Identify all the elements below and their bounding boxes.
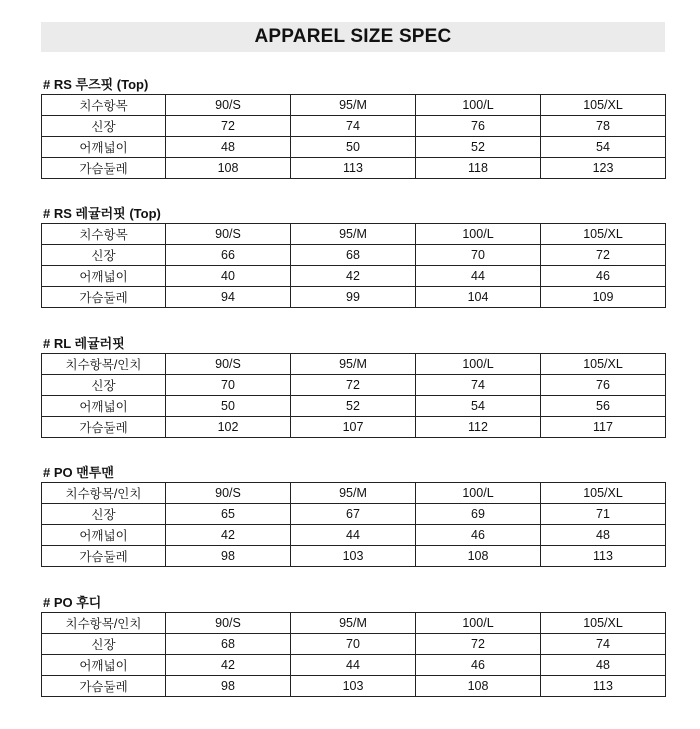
table-cell: 40 bbox=[166, 266, 291, 287]
row-label: 가슴둘레 bbox=[42, 546, 166, 567]
size-section-rs-loose bbox=[41, 76, 665, 179]
table-cell: 72 bbox=[541, 245, 666, 266]
table-cell: 123 bbox=[541, 158, 666, 179]
table-cell: 98 bbox=[166, 546, 291, 567]
table-cell: 68 bbox=[166, 634, 291, 655]
size-table bbox=[41, 223, 666, 308]
table-cell: 112 bbox=[416, 417, 541, 438]
row-label: 가슴둘레 bbox=[42, 287, 166, 308]
table-row bbox=[42, 116, 666, 137]
table-row bbox=[42, 396, 666, 417]
table-cell: 44 bbox=[416, 266, 541, 287]
section-title: # PO 맨투맨 bbox=[43, 465, 114, 480]
table-header-row bbox=[42, 354, 666, 375]
table-cell: 48 bbox=[541, 655, 666, 676]
page-title: APPAREL SIZE SPEC bbox=[254, 26, 452, 47]
table-header-row bbox=[42, 224, 666, 245]
size-section-po-sweatshirt bbox=[41, 464, 665, 567]
size-table bbox=[41, 353, 666, 438]
table-cell: 109 bbox=[541, 287, 666, 308]
table-cell: 74 bbox=[291, 116, 416, 137]
table-cell: 117 bbox=[541, 417, 666, 438]
header-cell: 100/L bbox=[416, 224, 541, 245]
section-title: # PO 후디 bbox=[43, 595, 102, 610]
table-row bbox=[42, 245, 666, 266]
header-cell: 95/M bbox=[291, 483, 416, 504]
table-cell: 71 bbox=[541, 504, 666, 525]
table-cell: 68 bbox=[291, 245, 416, 266]
table-cell: 42 bbox=[166, 655, 291, 676]
header-cell: 치수항목/인치 bbox=[42, 483, 166, 504]
table-cell: 67 bbox=[291, 504, 416, 525]
row-label: 어깨넓이 bbox=[42, 266, 166, 287]
table-row bbox=[42, 266, 666, 287]
row-label: 가슴둘레 bbox=[42, 676, 166, 697]
header-cell: 치수항목 bbox=[42, 95, 166, 116]
table-cell: 107 bbox=[291, 417, 416, 438]
table-cell: 98 bbox=[166, 676, 291, 697]
row-label: 가슴둘레 bbox=[42, 158, 166, 179]
size-section-po-hoodie bbox=[41, 594, 665, 697]
header-cell: 105/XL bbox=[541, 95, 666, 116]
table-cell: 74 bbox=[416, 375, 541, 396]
header-cell: 치수항목/인치 bbox=[42, 354, 166, 375]
table-cell: 108 bbox=[416, 546, 541, 567]
header-cell: 100/L bbox=[416, 613, 541, 634]
table-cell: 70 bbox=[416, 245, 541, 266]
header-cell: 90/S bbox=[166, 483, 291, 504]
row-label: 어깨넓이 bbox=[42, 137, 166, 158]
section-title: # RS 레귤러핏 (Top) bbox=[43, 206, 161, 221]
size-table bbox=[41, 94, 666, 179]
table-cell: 46 bbox=[416, 655, 541, 676]
header-cell: 치수항목/인치 bbox=[42, 613, 166, 634]
table-header-row bbox=[42, 483, 666, 504]
table-cell: 72 bbox=[291, 375, 416, 396]
table-cell: 52 bbox=[291, 396, 416, 417]
table-cell: 78 bbox=[541, 116, 666, 137]
title-bar bbox=[41, 22, 665, 52]
header-cell: 105/XL bbox=[541, 354, 666, 375]
row-label: 어깨넓이 bbox=[42, 396, 166, 417]
table-row bbox=[42, 137, 666, 158]
header-cell: 95/M bbox=[291, 613, 416, 634]
header-cell: 100/L bbox=[416, 354, 541, 375]
table-cell: 118 bbox=[416, 158, 541, 179]
table-row bbox=[42, 287, 666, 308]
row-label: 가슴둘레 bbox=[42, 417, 166, 438]
table-cell: 65 bbox=[166, 504, 291, 525]
header-cell: 90/S bbox=[166, 354, 291, 375]
table-row bbox=[42, 375, 666, 396]
table-cell: 108 bbox=[416, 676, 541, 697]
row-label: 신장 bbox=[42, 375, 166, 396]
header-cell: 95/M bbox=[291, 95, 416, 116]
row-label: 신장 bbox=[42, 245, 166, 266]
table-header-row bbox=[42, 95, 666, 116]
table-cell: 108 bbox=[166, 158, 291, 179]
row-label: 어깨넓이 bbox=[42, 525, 166, 546]
table-cell: 76 bbox=[541, 375, 666, 396]
row-label: 신장 bbox=[42, 504, 166, 525]
header-cell: 90/S bbox=[166, 224, 291, 245]
table-cell: 113 bbox=[291, 158, 416, 179]
header-cell: 100/L bbox=[416, 483, 541, 504]
row-label: 신장 bbox=[42, 634, 166, 655]
header-cell: 105/XL bbox=[541, 224, 666, 245]
size-section-rs-regular bbox=[41, 205, 665, 308]
header-cell: 105/XL bbox=[541, 483, 666, 504]
row-label: 신장 bbox=[42, 116, 166, 137]
table-cell: 99 bbox=[291, 287, 416, 308]
table-cell: 52 bbox=[416, 137, 541, 158]
table-cell: 46 bbox=[541, 266, 666, 287]
table-row bbox=[42, 655, 666, 676]
table-cell: 70 bbox=[166, 375, 291, 396]
table-cell: 50 bbox=[291, 137, 416, 158]
table-cell: 113 bbox=[541, 676, 666, 697]
table-cell: 54 bbox=[416, 396, 541, 417]
table-cell: 72 bbox=[166, 116, 291, 137]
table-cell: 46 bbox=[416, 525, 541, 546]
header-cell: 105/XL bbox=[541, 613, 666, 634]
size-section-rl-regular bbox=[41, 335, 665, 438]
header-cell: 95/M bbox=[291, 224, 416, 245]
header-cell: 치수항목 bbox=[42, 224, 166, 245]
table-cell: 42 bbox=[166, 525, 291, 546]
table-row bbox=[42, 504, 666, 525]
section-title: # RL 레귤러핏 bbox=[43, 336, 125, 351]
table-row bbox=[42, 634, 666, 655]
section-title: # RS 루즈핏 (Top) bbox=[43, 77, 149, 92]
header-cell: 100/L bbox=[416, 95, 541, 116]
header-cell: 90/S bbox=[166, 95, 291, 116]
table-cell: 104 bbox=[416, 287, 541, 308]
table-header-row bbox=[42, 613, 666, 634]
row-label: 어깨넓이 bbox=[42, 655, 166, 676]
table-cell: 113 bbox=[541, 546, 666, 567]
table-row bbox=[42, 676, 666, 697]
size-table bbox=[41, 612, 666, 697]
size-table bbox=[41, 482, 666, 567]
table-row bbox=[42, 417, 666, 438]
table-cell: 103 bbox=[291, 546, 416, 567]
table-cell: 72 bbox=[416, 634, 541, 655]
table-cell: 44 bbox=[291, 525, 416, 546]
header-cell: 90/S bbox=[166, 613, 291, 634]
table-cell: 42 bbox=[291, 266, 416, 287]
table-cell: 48 bbox=[541, 525, 666, 546]
table-cell: 50 bbox=[166, 396, 291, 417]
table-cell: 69 bbox=[416, 504, 541, 525]
table-cell: 74 bbox=[541, 634, 666, 655]
table-cell: 102 bbox=[166, 417, 291, 438]
table-row bbox=[42, 546, 666, 567]
table-cell: 70 bbox=[291, 634, 416, 655]
table-cell: 48 bbox=[166, 137, 291, 158]
table-cell: 44 bbox=[291, 655, 416, 676]
header-cell: 95/M bbox=[291, 354, 416, 375]
table-row bbox=[42, 158, 666, 179]
table-cell: 103 bbox=[291, 676, 416, 697]
table-row bbox=[42, 525, 666, 546]
table-cell: 94 bbox=[166, 287, 291, 308]
table-cell: 54 bbox=[541, 137, 666, 158]
table-cell: 56 bbox=[541, 396, 666, 417]
table-cell: 66 bbox=[166, 245, 291, 266]
table-cell: 76 bbox=[416, 116, 541, 137]
